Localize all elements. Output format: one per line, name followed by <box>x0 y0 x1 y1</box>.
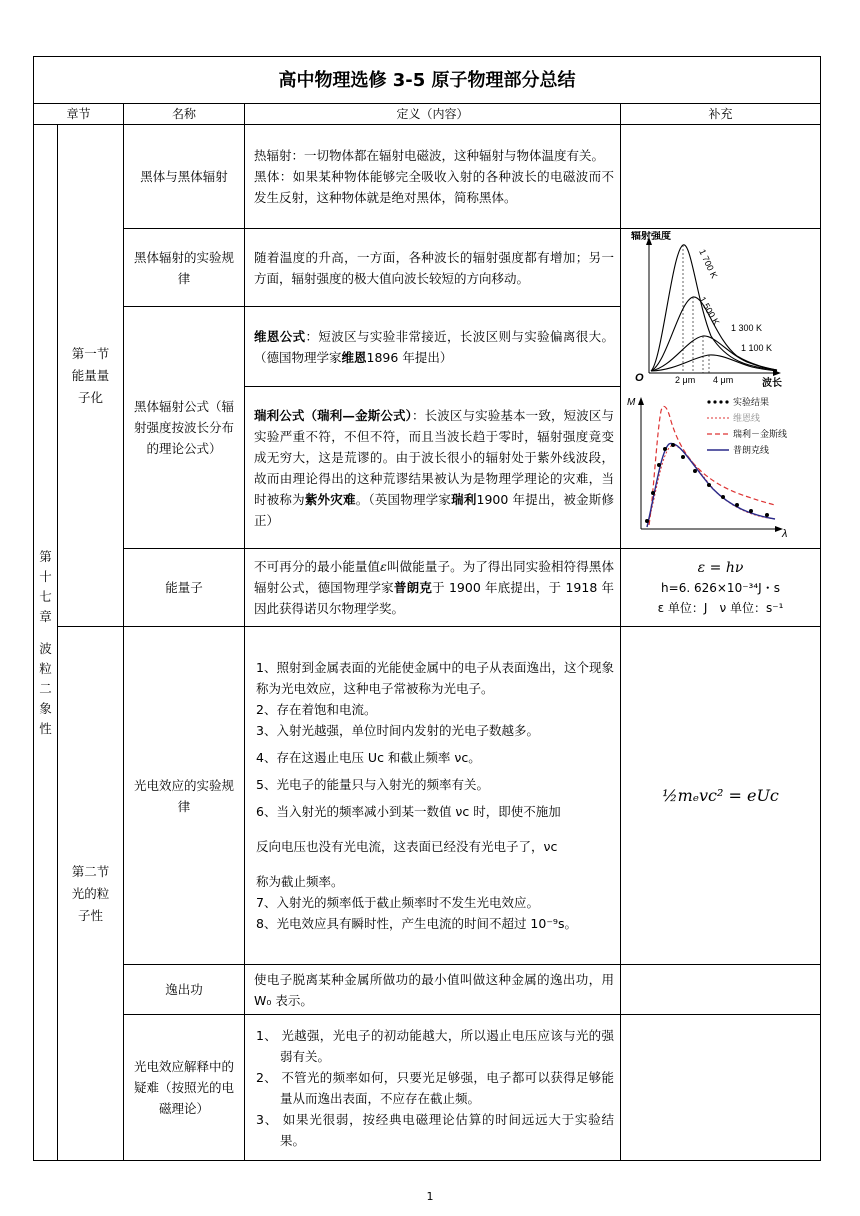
page-title: 高中物理选修 3-5 原子物理部分总结 <box>34 57 821 104</box>
photo-item: 称为截止频率。 <box>256 874 344 889</box>
summary-table <box>33 56 821 1161</box>
rj-end: 1900 年提出，被金斯修正） <box>254 491 614 528</box>
name-law: 黑体辐射的实验规律 <box>124 229 245 307</box>
rj-name: 瑞利 <box>451 491 477 507</box>
graph1-xlabel: 波长 <box>762 378 782 389</box>
photo-item: 反向电压也没有光电流，这表面已经没有光电子了，νc <box>256 839 558 854</box>
section-2-label: 第二节光的粒子性 <box>71 863 110 923</box>
photo-item: 3、入射光越强，单位时间内发射的光电子数越多。 <box>256 723 539 738</box>
graph2-legend <box>707 396 787 455</box>
def-law: 随着温度的升高，一方面，各种波长的辐射强度都有增加；另一方面，辐射强度的极大值向波长较短的方向移动。 <box>245 229 621 307</box>
rj-text2: 。（英国物理学家 <box>355 491 452 507</box>
graph1-origin: O <box>635 372 644 384</box>
section-1-label: 第一节能量量子化 <box>71 345 110 405</box>
tick-2um: 2 μm <box>675 375 696 385</box>
graph1-ylabel: 辐射强度 <box>631 231 671 242</box>
supp-photo <box>621 627 821 965</box>
quantum-units: ε 单位：J ν 单位：s⁻¹ <box>657 600 784 615</box>
def-quantum <box>245 549 621 627</box>
page-number: 1 <box>426 1190 434 1203</box>
rj-uv: 紫外灾难 <box>304 491 356 507</box>
name-work: 逸出功 <box>124 965 245 1015</box>
chapter-char: 七 <box>39 588 52 604</box>
def-blackbody-p2: 黑体：如果某种物体能够完全吸收入射的各种波长的电磁波而不发生反射，这种物体就是绝对黑体，简称黑体。 <box>254 169 614 205</box>
supp-difficulty <box>621 1015 821 1161</box>
def-photo <box>245 627 621 965</box>
chapter-char: 章 <box>39 608 52 624</box>
name-formula: 黑体辐射公式（辐射强度按波长分布的理论公式） <box>124 307 245 549</box>
def-difficulty <box>245 1015 621 1161</box>
def-rayleigh <box>245 387 621 549</box>
header-name: 名称 <box>124 104 245 125</box>
rj-text: ：长波区与实验基本一致，短波区与实验严重不符，不但不符，而且当波长趋于零时，辐射强度竟变成无穷大，这是荒谬的。由于波长很小的辐射处于紫外线波段，故而由理论得出的这种荒谬结果被认为是物理学理论的灾难，当时被称为 <box>254 407 614 507</box>
chapter-char: 波 <box>39 640 52 656</box>
supp-graphs <box>621 229 821 549</box>
graph2-xlabel: λ <box>782 528 788 540</box>
def-blackbody <box>245 125 621 229</box>
radiation-formula-graph <box>627 396 787 540</box>
wien-title: 维恩公式 <box>254 328 306 344</box>
wien-name: 维恩 <box>341 349 367 365</box>
legend-experiment: 实验结果 <box>733 397 770 407</box>
curve-label-1700: 1 700 K <box>697 247 720 280</box>
rj-title: 瑞利公式（瑞利—金斯公式） <box>254 407 412 423</box>
header-chapter: 章节 <box>34 104 124 125</box>
quantum-t3: 于 1900 年底提出，于 1918 年因此获得诺贝尔物理学奖。 <box>254 580 614 616</box>
quantum-formula: ε = hν <box>697 559 744 576</box>
legend-wien: 维恩线 <box>733 413 761 423</box>
chapter-char: 第 <box>39 548 52 564</box>
legend-planck: 普朗克线 <box>733 445 770 455</box>
photo-item: 2、存在着饱和电流。 <box>256 702 377 717</box>
def-blackbody-p1: 热辐射：一切物体都在辐射电磁波，这种辐射与物体温度有关。 <box>254 148 605 163</box>
chapter-char: 十 <box>39 568 52 584</box>
supp-work <box>621 965 821 1015</box>
photo-item: 7、入射光的频率低于截止频率时不发生光电效应。 <box>256 895 539 910</box>
section-1 <box>58 125 124 627</box>
supp-quantum <box>621 549 821 627</box>
def-wien <box>245 307 621 387</box>
graphs-svg <box>627 231 817 541</box>
graph2-ylabel: M <box>627 397 636 408</box>
quantum-t1: 不可再分的最小能量值 <box>254 559 381 574</box>
photo-item: 5、光电子的能量只与入射光的频率有关。 <box>256 777 489 792</box>
photo-formula: ½mₑvc² = eUc <box>662 785 779 805</box>
planck-constant: h=6. 626×10⁻³⁴J・s <box>661 580 780 595</box>
difficulty-item: 2、 不管光的频率如何，只要光足够强，电子都可以获得足够能量从而逸出表面，不应存在截止频。 <box>256 1069 614 1106</box>
legend-rayleigh: 瑞利－金斯线 <box>733 429 788 439</box>
tick-4um: 4 μm <box>713 375 734 385</box>
curve-label-1100: 1 100 K <box>741 343 773 353</box>
section-2 <box>58 627 124 1161</box>
quantum-eps: ε <box>380 559 387 574</box>
header-supplement: 补充 <box>621 104 821 125</box>
wien-text: ：短波区与实验非常接近，长波区则与实验偏离很大。（德国物理学家 <box>254 328 614 365</box>
curve-label-1500: 1 500 K <box>697 295 722 327</box>
photo-item: 6、当入射光的频率减小到某一数值 νc 时，即使不施加 <box>256 804 561 819</box>
name-blackbody: 黑体与黑体辐射 <box>124 125 245 229</box>
blackbody-graph <box>630 231 782 389</box>
quantum-t2: 叫做能量子。为了得出同实验相符得黑体辐射公式，德国物理学家 <box>254 559 614 595</box>
header-definition: 定义（内容） <box>245 104 621 125</box>
wien-end: 1896 年提出） <box>366 349 453 365</box>
difficulty-item: 1、 光越强，光电子的初动能越大，所以遏止电压应该与光的强弱有关。 <box>256 1027 614 1064</box>
def-work: 使电子脱离某种金属所做功的最小值叫做这种金属的逸出功，用 W₀ 表示。 <box>245 965 621 1015</box>
chapter-cell <box>34 125 58 1161</box>
quantum-planck: 普朗克 <box>393 580 433 595</box>
chapter-char: 二 <box>39 680 52 696</box>
photo-item: 8、光电效应具有瞬时性，产生电流的时间不超过 10⁻⁹s。 <box>256 916 577 931</box>
photo-item: 1、照射到金属表面的光能使金属中的电子从表面逸出，这个现象称为光电效应，这种电子常被称为光电子。 <box>256 660 614 696</box>
difficulty-item: 3、 如果光很弱，按经典电磁理论估算的时间远远大于实验结果。 <box>256 1111 614 1148</box>
chapter-char: 象 <box>39 700 52 716</box>
name-photo: 光电效应的实验规律 <box>124 627 245 965</box>
supp-blackbody <box>621 125 821 229</box>
curve-label-1300: 1 300 K <box>731 323 763 333</box>
name-quantum: 能量子 <box>124 549 245 627</box>
chapter-char: 粒 <box>39 660 52 676</box>
name-difficulty: 光电效应解释中的疑难（按照光的电磁理论） <box>124 1015 245 1161</box>
chapter-char: 性 <box>39 720 52 736</box>
photo-item: 4、存在这遏止电压 Uc 和截止频率 νc。 <box>256 750 481 765</box>
